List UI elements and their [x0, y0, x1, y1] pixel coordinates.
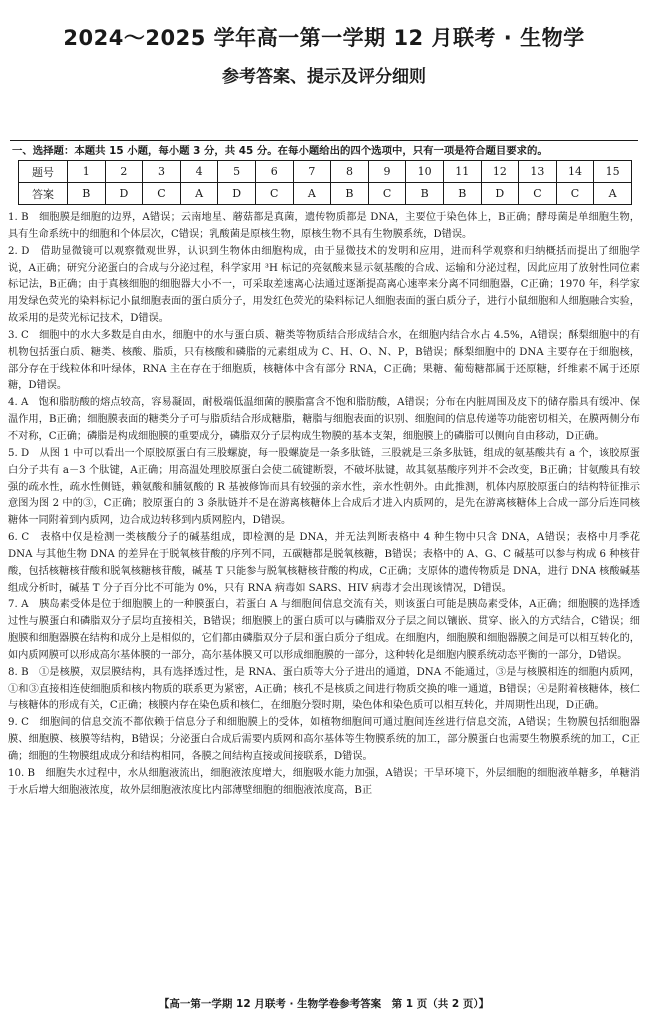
question-number: 10	[406, 161, 444, 183]
question-number: 4	[180, 161, 218, 183]
explanation-item: 3. C 细胞中的水大多数是自由水，细胞中的水与蛋白质、糖类等物质结合形成结合水，在细胞内结合水占 4.5%，A错误；酥梨细胞中的有机物包括蛋白质、糖类、核酸、脂质，只有核酸和磷脂的元素组成为 C、H、O、N、P，B错误；酥梨细胞中的 DNA 主要存在于细胞核，部分存在于线粒体和叶绿体，RNA 主在存在于细胞质，核糖体中含有部分 RNA，C正确；果糖、葡萄糖都属于还原糖，纤维素不属于还原糖，D错误。	[8, 329, 640, 392]
answer-cell: A	[293, 183, 331, 205]
answer-cell: C	[519, 183, 557, 205]
question-number: 2	[105, 161, 143, 183]
explanation-item: 6. C 表格中仅是检测一类核酸分子的碱基组成，即检测的是 DNA，并无法判断表格中 4 种生物中只含 DNA，A错误；表格中月季花 DNA 与其他生物 DNA 的差异在于脱氧核苷酸的序列不同，五碳糖都是脱氧核糖，B错误；表格中的 A、G、C 碱基可以参与构成 6 种核苷酸，包括核糖核苷酸和脱氧核糖核苷酸，碱基 T 只能参与脱氧核糖核苷酸的构成，C正确；支原体的遗传物质是 DNA，进行 DNA 核酸碱基组成分析时，碱基 T 分子百分比不可能为 0%，只有 RNA 病毒如 SARS、HIV 病毒才会出现该情况，D错误。	[8, 532, 640, 594]
explanation-item: 1. B 细胞膜是细胞的边界，A错误；云南地星、蘑菇都是真菌，遗传物质都是 DNA，主要位于染色体上，B正确；酵母菌是单细胞生物，具有生命系统中的细胞和个体层次，C错误；乳酸菌是原核生物，原核生物不具有生物膜系统，D错误。	[8, 212, 640, 240]
question-number: 9	[368, 161, 406, 183]
answer-cell: D	[481, 183, 519, 205]
explanation-item: 9. C 细胞间的信息交流不都依赖于信息分子和细胞膜上的受体，如植物细胞间可通过胞间连丝进行信息交流，A错误；生物膜包括细胞器膜、细胞膜、核膜等结构，B错误；分泌蛋白合成后需要内质网和高尔基体等生物膜系统的加工，部分膜蛋白也需要生物膜系统的加工，C正确；细胞的生物膜组成成分和结构相同，各膜之间结构直接或间接联系，D错误。	[8, 717, 640, 762]
answer-row	[19, 183, 632, 205]
question-number: 6	[255, 161, 293, 183]
question-number: 13	[519, 161, 557, 183]
question-number: 12	[481, 161, 519, 183]
page-footer: 【高一第一学期 12 月联考 · 生物学卷参考答案 第 1 页（共 2 页）】	[158, 998, 490, 1010]
answer-cell: B	[68, 183, 106, 205]
row-label-number: 题号	[19, 161, 68, 183]
answer-cell: B	[331, 183, 369, 205]
answer-table	[18, 160, 632, 205]
explanation-item: 2. D 借助显微镜可以观察微观世界，认识到生物体由细胞构成，由于显微技术的发明和应用，进而科学观察和归纳概括而提出了细胞学说，A正确；研究分泌蛋白的合成与分泌过程，科学家用 ³H 标记的亮氨酸来显示氨基酸的合成、运输和分泌过程，因此应用了放射性同位素标记法，B正确；由于真核细胞的细胞器大小不一，可采取差速离心法通过逐渐提高离心速率来分离不同细胞器，C正确；1970 年，科学家用发绿色荧光的染料标记小鼠细胞表面的蛋白质分子，用发红色荧光的染料标记人细胞表面的蛋白质分子，进行小鼠细胞和人细胞融合实验，故采用的是荧光标记技术，D错误。	[8, 245, 640, 325]
answer-cell: B	[406, 183, 444, 205]
answer-cell: C	[143, 183, 181, 205]
answer-cell: A	[180, 183, 218, 205]
row-label-answer: 答案	[19, 183, 68, 205]
question-number: 8	[331, 161, 369, 183]
explanation-item: 5. D 从图 1 中可以看出一个原胶原蛋白有三股螺旋，每一股螺旋是一条多肽链，三股就是三条多肽链，组成的氨基酸共有 a 个，该胶原蛋白分子共有 a－3 个肽键，A正确；用高温处理胶原蛋白会使二硫键断裂，不破坏肽键，故其氨基酸序列并不会改变，B正确；甘氨酸具有较强的疏水性，疏水性侧链，赖氨酸和脯氨酸的 R 基被修饰而具有较强的亲水性，亲水性朝外。由此推测，机体内原胶原蛋白的结构特征推示意图为图 2 中的③，C正确；胶原蛋白的 3 条肽链并不是在游离核糖体上合成后才进入内质网的，是先在游离核糖体上合成一部分后连同核糖体一同附着到内质网，边合成边转移到内质网腔内，D错误。	[8, 447, 640, 527]
question-number: 14	[556, 161, 594, 183]
answer-cell: D	[218, 183, 256, 205]
answer-cell: C	[255, 183, 293, 205]
answer-cell: B	[443, 183, 481, 205]
explanation-item: 7. A 胰岛素受体是位于细胞膜上的一种膜蛋白，若蛋白 A 与细胞间信息交流有关，则该蛋白可能是胰岛素受体，A正确；细胞膜的选择透过性与膜蛋白和磷脂双分子层均直接相关，B错误；细胞膜上的蛋白质可以与磷脂双分子层之间以镶嵌、贯穿、嵌入的方式结合，C错误；细胞膜和细胞器膜在结构和成分上是相似的，它们都由磷脂双分子层和蛋白质分子组成。在细胞内，细胞膜和细胞器膜之间是可以相互转化的，如内质网膜可以形成高尔基体膜的一部分，高尔基体膜又可以形成细胞膜的一部分，这种转化是细胞内膜系统动态平衡的一部分，D错误。	[8, 599, 640, 661]
question-number: 5	[218, 161, 256, 183]
question-number: 15	[594, 161, 632, 183]
question-number: 11	[443, 161, 481, 183]
section-heading: 一、选择题：本题共 15 小题，每小题 3 分，共 45 分。在每小题给出的四个选项中，只有一项是符合题目要求的。	[12, 145, 548, 157]
question-number: 3	[143, 161, 181, 183]
answer-cell: A	[594, 183, 632, 205]
explanation-item: 10. B 细胞失水过程中，水从细胞液流出，细胞液浓度增大，细胞吸水能力加强，A错误；干旱环境下，外层细胞的细胞液单糖多，单糖消于水后增大细胞液浓度，故外层细胞液浓度比内部薄壁细胞的细胞液浓度高，B正	[8, 767, 640, 796]
answer-cell: C	[368, 183, 406, 205]
explanations-body	[8, 210, 640, 993]
question-number: 7	[293, 161, 331, 183]
page-title: 2024～2025 学年高一第一学期 12 月联考 · 生物学	[63, 26, 585, 50]
section-divider	[10, 140, 638, 141]
question-number-row	[19, 161, 632, 183]
answer-cell: C	[556, 183, 594, 205]
page-subtitle: 参考答案、提示及评分细则	[222, 67, 426, 87]
question-number: 1	[68, 161, 106, 183]
answer-cell: D	[105, 183, 143, 205]
explanation-item: 4. A 饱和脂肪酸的熔点较高，容易凝固，耐极端低温细菌的膜脂富含不饱和脂肪酸，A错误；分布在内脏周围及皮下的储存脂具有缓冲、保温作用，B正确；细胞膜表面的糖类分子可与脂质结合形成糖脂，糖脂与细胞表面的识别、细胞间的信息传递等功能密切相关，在膜两侧分布不对称，C正确；磷脂是构成细胞膜的重要成分，磷脂双分子层构成生物膜的基本支架，细胞膜上的磷脂可以侧向自由移动，D正确。	[8, 397, 640, 442]
explanation-item: 8. B ①是核膜，双层膜结构，具有选择透过性，是 RNA、蛋白质等大分子进出的通道，DNA 不能通过，③是与核膜相连的细胞内质网，①和③直接相连使细胞质和核内物质的联系更为紧密，A正确；核孔不是核质之间进行物质交换的唯一通道，B错误；④是附着核糖体，核仁与核糖体的形成有关，C正确；核膜内存在染色质和核仁，在细胞分裂时期，染色体和染色质可以相互转化，并周期性出现，D正确。	[8, 666, 640, 712]
